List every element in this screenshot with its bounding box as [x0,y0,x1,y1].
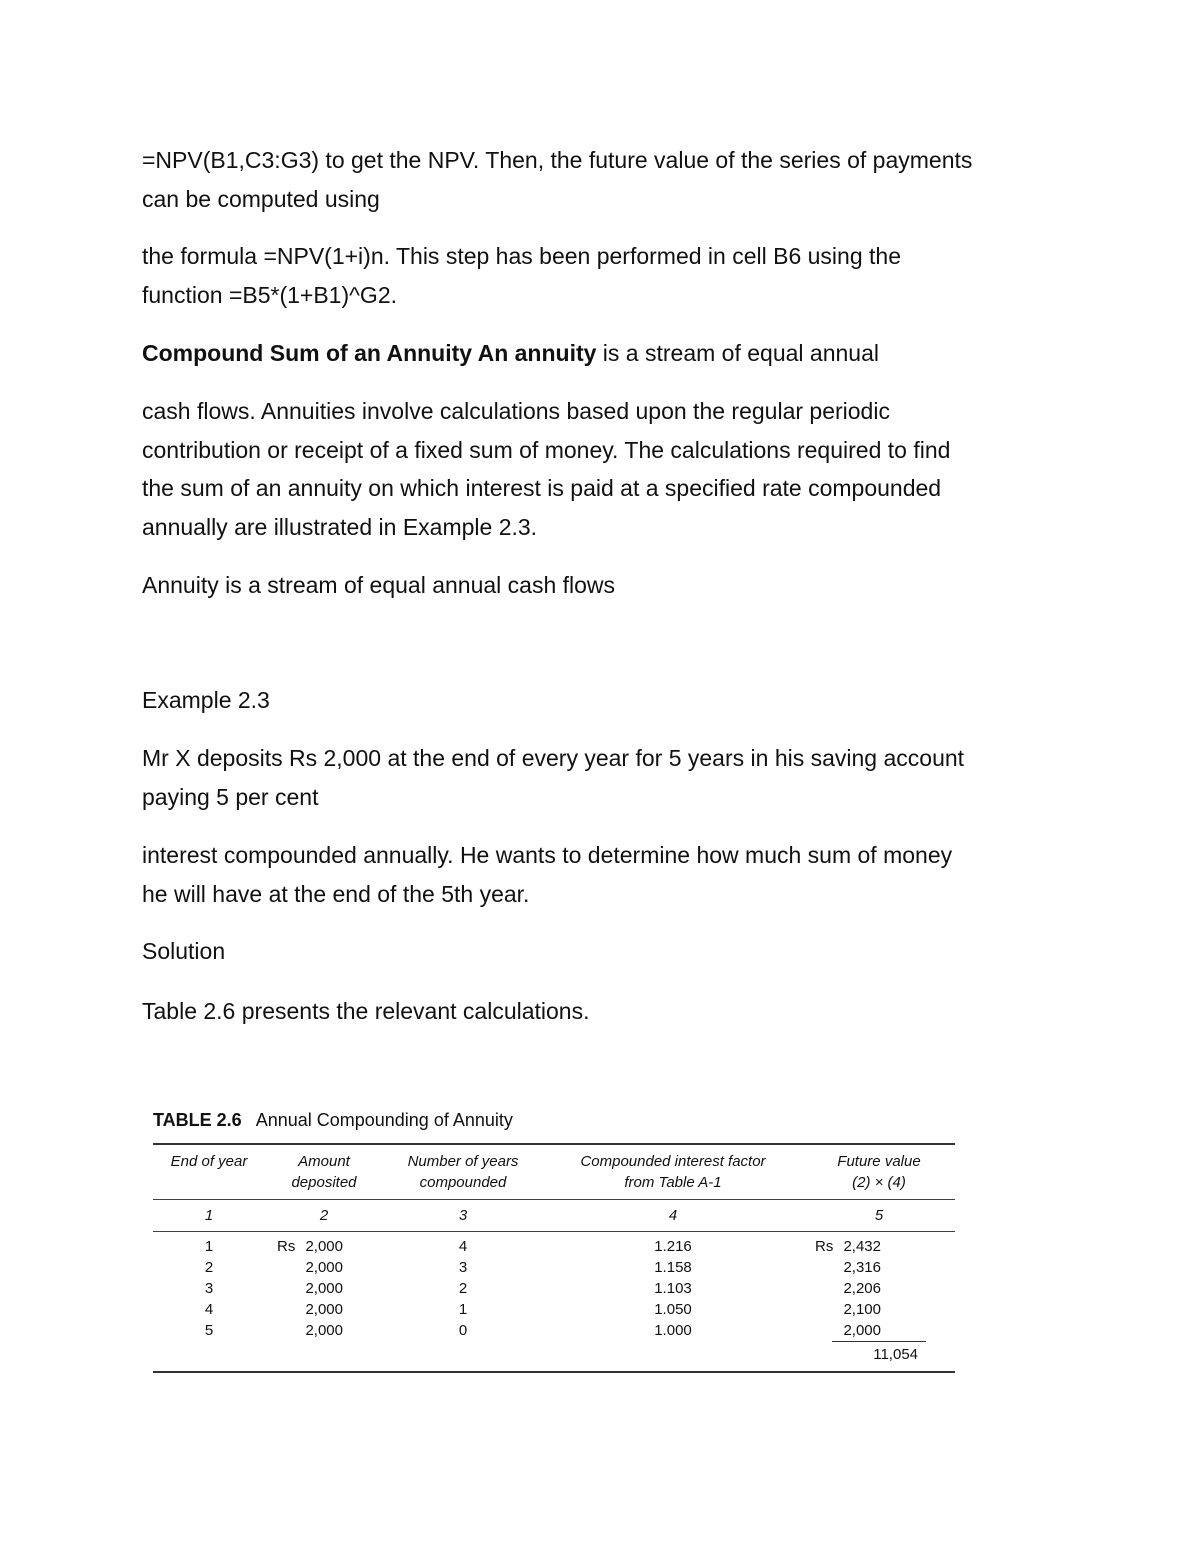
cell-end-of-year: 4 [204,1301,214,1318]
example-heading [142,681,1062,720]
column-header-future-value [803,1144,955,1200]
cell-fv-value: 2,316 [843,1259,881,1276]
paragraph-line: =NPV(B1,C3:G3) to get the NPV. Then, the future value of the series of payments [142,147,973,173]
table-row [153,1257,955,1278]
cell-end-of-year: 5 [204,1322,214,1339]
cell-end-of-year: 2 [204,1259,214,1276]
cell-end-of-year: 3 [204,1280,214,1297]
column-header-interest-factor [543,1144,803,1200]
cell-amount [265,1232,383,1258]
column-header-years-compounded [383,1144,543,1200]
table-row [153,1278,955,1299]
table-header-row [153,1144,955,1200]
table-bottom-rule [153,1371,955,1373]
table-number: TABLE 2.6 [153,1110,242,1130]
cell-future-value [803,1320,955,1341]
cell-amount-value: 2,000 [305,1259,343,1276]
table-row [153,1320,955,1341]
cell-interest-factor: 1.216 [654,1238,692,1255]
paragraph-line: function =B5*(1+B1)^G2. [142,281,397,308]
cell-years-compounded: 4 [458,1238,468,1255]
column-number-row [153,1200,955,1232]
paragraph-formula [142,237,1062,314]
column-header-end-of-year [153,1144,265,1200]
cell-fv-value: 2,432 [843,1238,881,1255]
paragraph-example-problem [142,739,1062,816]
column-number: 5 [803,1200,955,1232]
annuity-table [153,1143,955,1365]
paragraph-line: annually are illustrated in Example 2.3. [142,513,538,540]
cell-amount-value: 2,000 [305,1301,343,1318]
section-heading-annuity [142,334,1062,373]
header-line: Number of years [407,1153,519,1170]
cell-years-compounded: 1 [458,1301,468,1318]
cell-fv-prefix: Rs [815,1238,834,1255]
column-number: 3 [383,1200,543,1232]
cell-future-value [803,1278,955,1299]
paragraph-line: the sum of an annuity on which interest is paid at a specified rate compounded [142,475,942,501]
header-line: End of year [170,1153,248,1170]
cell-years-compounded: 3 [458,1259,468,1276]
paragraph-line: can be computed using [142,185,380,212]
cell-interest-factor: 1.050 [654,1301,692,1318]
paragraph-line: Mr X deposits Rs 2,000 at the end of every year for 5 years in his saving account [142,745,965,771]
cell-fv-value: 2,100 [843,1301,881,1318]
paragraph-line: interest compounded annually. He wants to determine how much sum of money [142,842,953,868]
section-heading-rest: is a stream of equal annual [596,340,879,366]
paragraph-line: Solution [142,938,226,964]
table-caption [153,1105,955,1135]
column-number: 1 [153,1200,265,1232]
paragraph-line: Annuity is a stream of equal annual cash flows [142,572,616,598]
paragraph-line: he will have at the end of the 5th year. [142,880,530,907]
table-row [153,1299,955,1320]
cell-future-value [803,1257,955,1278]
cell-interest-factor: 1.000 [654,1322,692,1339]
table-title: Annual Compounding of Annuity [255,1110,513,1130]
cell-future-value [803,1232,955,1258]
cell-fv-value: 2,206 [843,1280,881,1297]
column-number: 2 [265,1200,383,1232]
paragraph-line: cash flows. Annuities involve calculations based upon the regular periodic [142,398,890,424]
paragraph-npv-intro [142,141,1062,218]
paragraph-line: the formula =NPV(1+i)n. This step has been performed in cell B6 using the [142,243,901,269]
header-line: (2) × (4) [852,1174,906,1191]
cell-amount [265,1278,383,1299]
cell-fv-value: 2,000 [843,1322,881,1339]
header-line: deposited [291,1174,357,1191]
table-figure [153,1105,955,1373]
header-line: Amount [298,1153,350,1170]
future-value-total: 11,054 [832,1341,926,1365]
section-heading-bold: Compound Sum of an Annuity An annuity [142,340,597,366]
cell-interest-factor: 1.103 [654,1280,692,1297]
cell-amount [265,1299,383,1320]
table-body [153,1232,955,1342]
cell-interest-factor: 1.158 [654,1259,692,1276]
column-header-amount [265,1144,383,1200]
solution-heading [142,932,1062,971]
table-total-row [153,1341,955,1365]
paragraph-annuity-description [142,392,1062,546]
cell-end-of-year: 1 [204,1238,214,1255]
paragraph-example-question [142,836,1062,913]
table-row [153,1232,955,1258]
paragraph-table-reference [142,992,1062,1031]
paragraph-annuity-definition [142,566,1062,605]
column-number: 4 [543,1200,803,1232]
cell-amount [265,1320,383,1341]
cell-years-compounded: 2 [458,1280,468,1297]
cell-years-compounded: 0 [458,1322,468,1339]
header-line: compounded [419,1174,507,1191]
paragraph-line: paying 5 per cent [142,783,319,810]
paragraph-line: contribution or receipt of a fixed sum of money. The calculations required to find [142,436,951,463]
cell-amount-value: 2,000 [305,1322,343,1339]
cell-amount [265,1257,383,1278]
paragraph-line: Table 2.6 presents the relevant calculations. [142,998,590,1024]
paragraph-line: Example 2.3 [142,687,270,713]
cell-future-value [803,1299,955,1320]
cell-amount-value: 2,000 [305,1238,343,1255]
header-line: from Table A-1 [624,1174,722,1191]
cell-amount-value: 2,000 [305,1280,343,1297]
header-line: Future value [837,1153,921,1170]
cell-amount-prefix: Rs [277,1238,296,1255]
header-line: Compounded interest factor [580,1153,766,1170]
